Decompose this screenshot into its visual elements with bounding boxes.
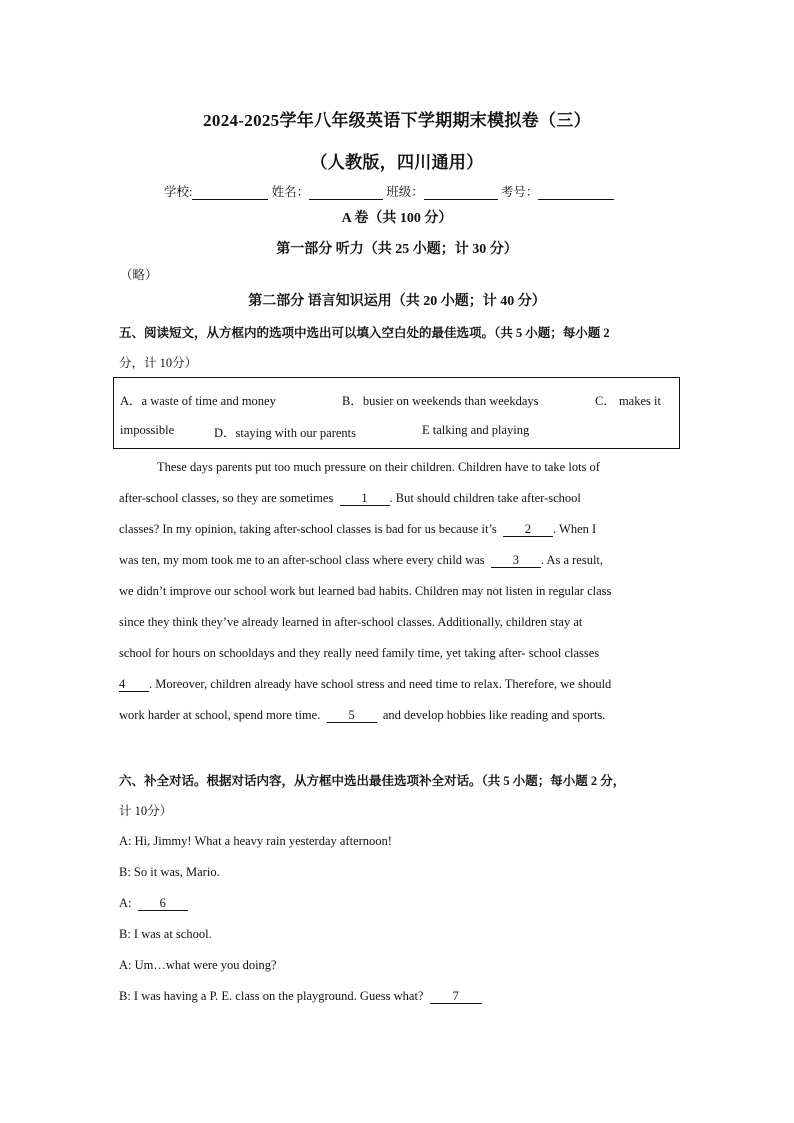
part1-title: 第一部分 听力（共 25 小题；计 30 分） (276, 242, 518, 257)
passage-line-8 (119, 677, 611, 692)
blank-2: 2 (503, 523, 553, 537)
options-box (113, 377, 680, 449)
passage-line-5: we didn’t improve our school work but learned bad habits. Children may not listen in regular class (119, 584, 612, 598)
blank-5: 5 (327, 709, 377, 723)
blank-4: 4 (119, 678, 149, 692)
passage-text: . But should children take after-school (389, 491, 581, 505)
option-e: E talking and playing (422, 423, 530, 437)
dialogue-text: B: I was having a P. E. class on the playground. Guess what? (119, 989, 424, 1003)
section5-instruction-line2: 分，计 10分） (119, 356, 198, 370)
blank-1: 1 (340, 492, 390, 506)
exam-subtitle: （人教版，四川通用） (310, 153, 484, 172)
volume-a-title: A 卷（共 100 分） (341, 211, 453, 226)
part1-note: （略） (120, 268, 158, 282)
blank-7: 7 (430, 990, 482, 1004)
option-b: B．busier on weekends than weekdays (342, 394, 539, 408)
exam-number-blank (538, 186, 614, 200)
passage-line-4 (119, 553, 603, 568)
exam-title: 2024-2025学年八年级英语下学期期末模拟卷（三） (203, 111, 591, 130)
part2-title: 第二部分 语言知识运用（共 20 小题；计 40 分） (248, 294, 546, 309)
passage-line-6: since they think they’ve already learned in after-school classes. Additionally, children stay at (119, 615, 583, 629)
option-c: C． makes it (595, 394, 661, 408)
passage-line-3 (119, 522, 596, 537)
option-a: A．a waste of time and money (120, 394, 276, 408)
passage-text: . Moreover, children already have school stress and need time to relax. Therefore, we should (149, 677, 612, 691)
passage-text: and develop hobbies like reading and sports. (382, 708, 606, 722)
option-c-continued: impossible (120, 423, 175, 437)
section5-instruction-line1: 五、阅读短文，从方框内的选项中选出可以填入空白处的最佳选项。（共 5 小题；每小题 2 (119, 326, 610, 340)
name-label: 姓名： (271, 185, 310, 199)
section6-instruction-line1: 六、补全对话。根据对话内容，从方框中选出最佳选项补全对话。（共 5 小题；每小题 2 分， (119, 774, 626, 788)
blank-6: 6 (138, 897, 188, 911)
dialogue-speaker: A: (119, 896, 132, 910)
passage-text: classes? In my opinion, taking after-school classes is bad for us because it’s (119, 522, 497, 536)
dialogue-line-5: A: Um…what were you doing? (119, 958, 277, 972)
school-blank (192, 186, 268, 200)
dialogue-line-4: B: I was at school. (119, 927, 212, 941)
passage-text: was ten, my mom took me to an after-school class where every child was (119, 553, 485, 567)
passage-line-1: These days parents put too much pressure on their children. Children have to take lots of (157, 460, 600, 474)
option-d: D．staying with our parents (214, 426, 356, 440)
school-label: 学校: (164, 185, 193, 199)
name-blank (309, 186, 383, 200)
dialogue-line-6 (119, 989, 482, 1004)
passage-line-7: school for hours on schooldays and they really need family time, yet taking after- school classes (119, 646, 600, 660)
passage-text: . As a result, (540, 553, 604, 567)
passage-text: . When I (553, 522, 597, 536)
blank-3: 3 (491, 554, 541, 568)
passage-text: after-school classes, so they are sometimes (119, 491, 334, 505)
dialogue-line-1: A: Hi, Jimmy! What a heavy rain yesterday afternoon! (119, 834, 392, 848)
passage-line-2 (119, 491, 581, 506)
class-blank (424, 186, 498, 200)
class-label: 班级： (386, 185, 424, 199)
dialogue-line-2: B: So it was, Mario. (119, 865, 220, 879)
passage-text: work harder at school, spend more time. (119, 708, 321, 722)
exam-number-label: 考号： (500, 185, 539, 199)
student-info-row (164, 182, 614, 200)
dialogue-line-3 (119, 896, 188, 911)
passage-line-9 (119, 708, 605, 723)
section6-instruction-line2: 计 10分） (119, 804, 173, 818)
